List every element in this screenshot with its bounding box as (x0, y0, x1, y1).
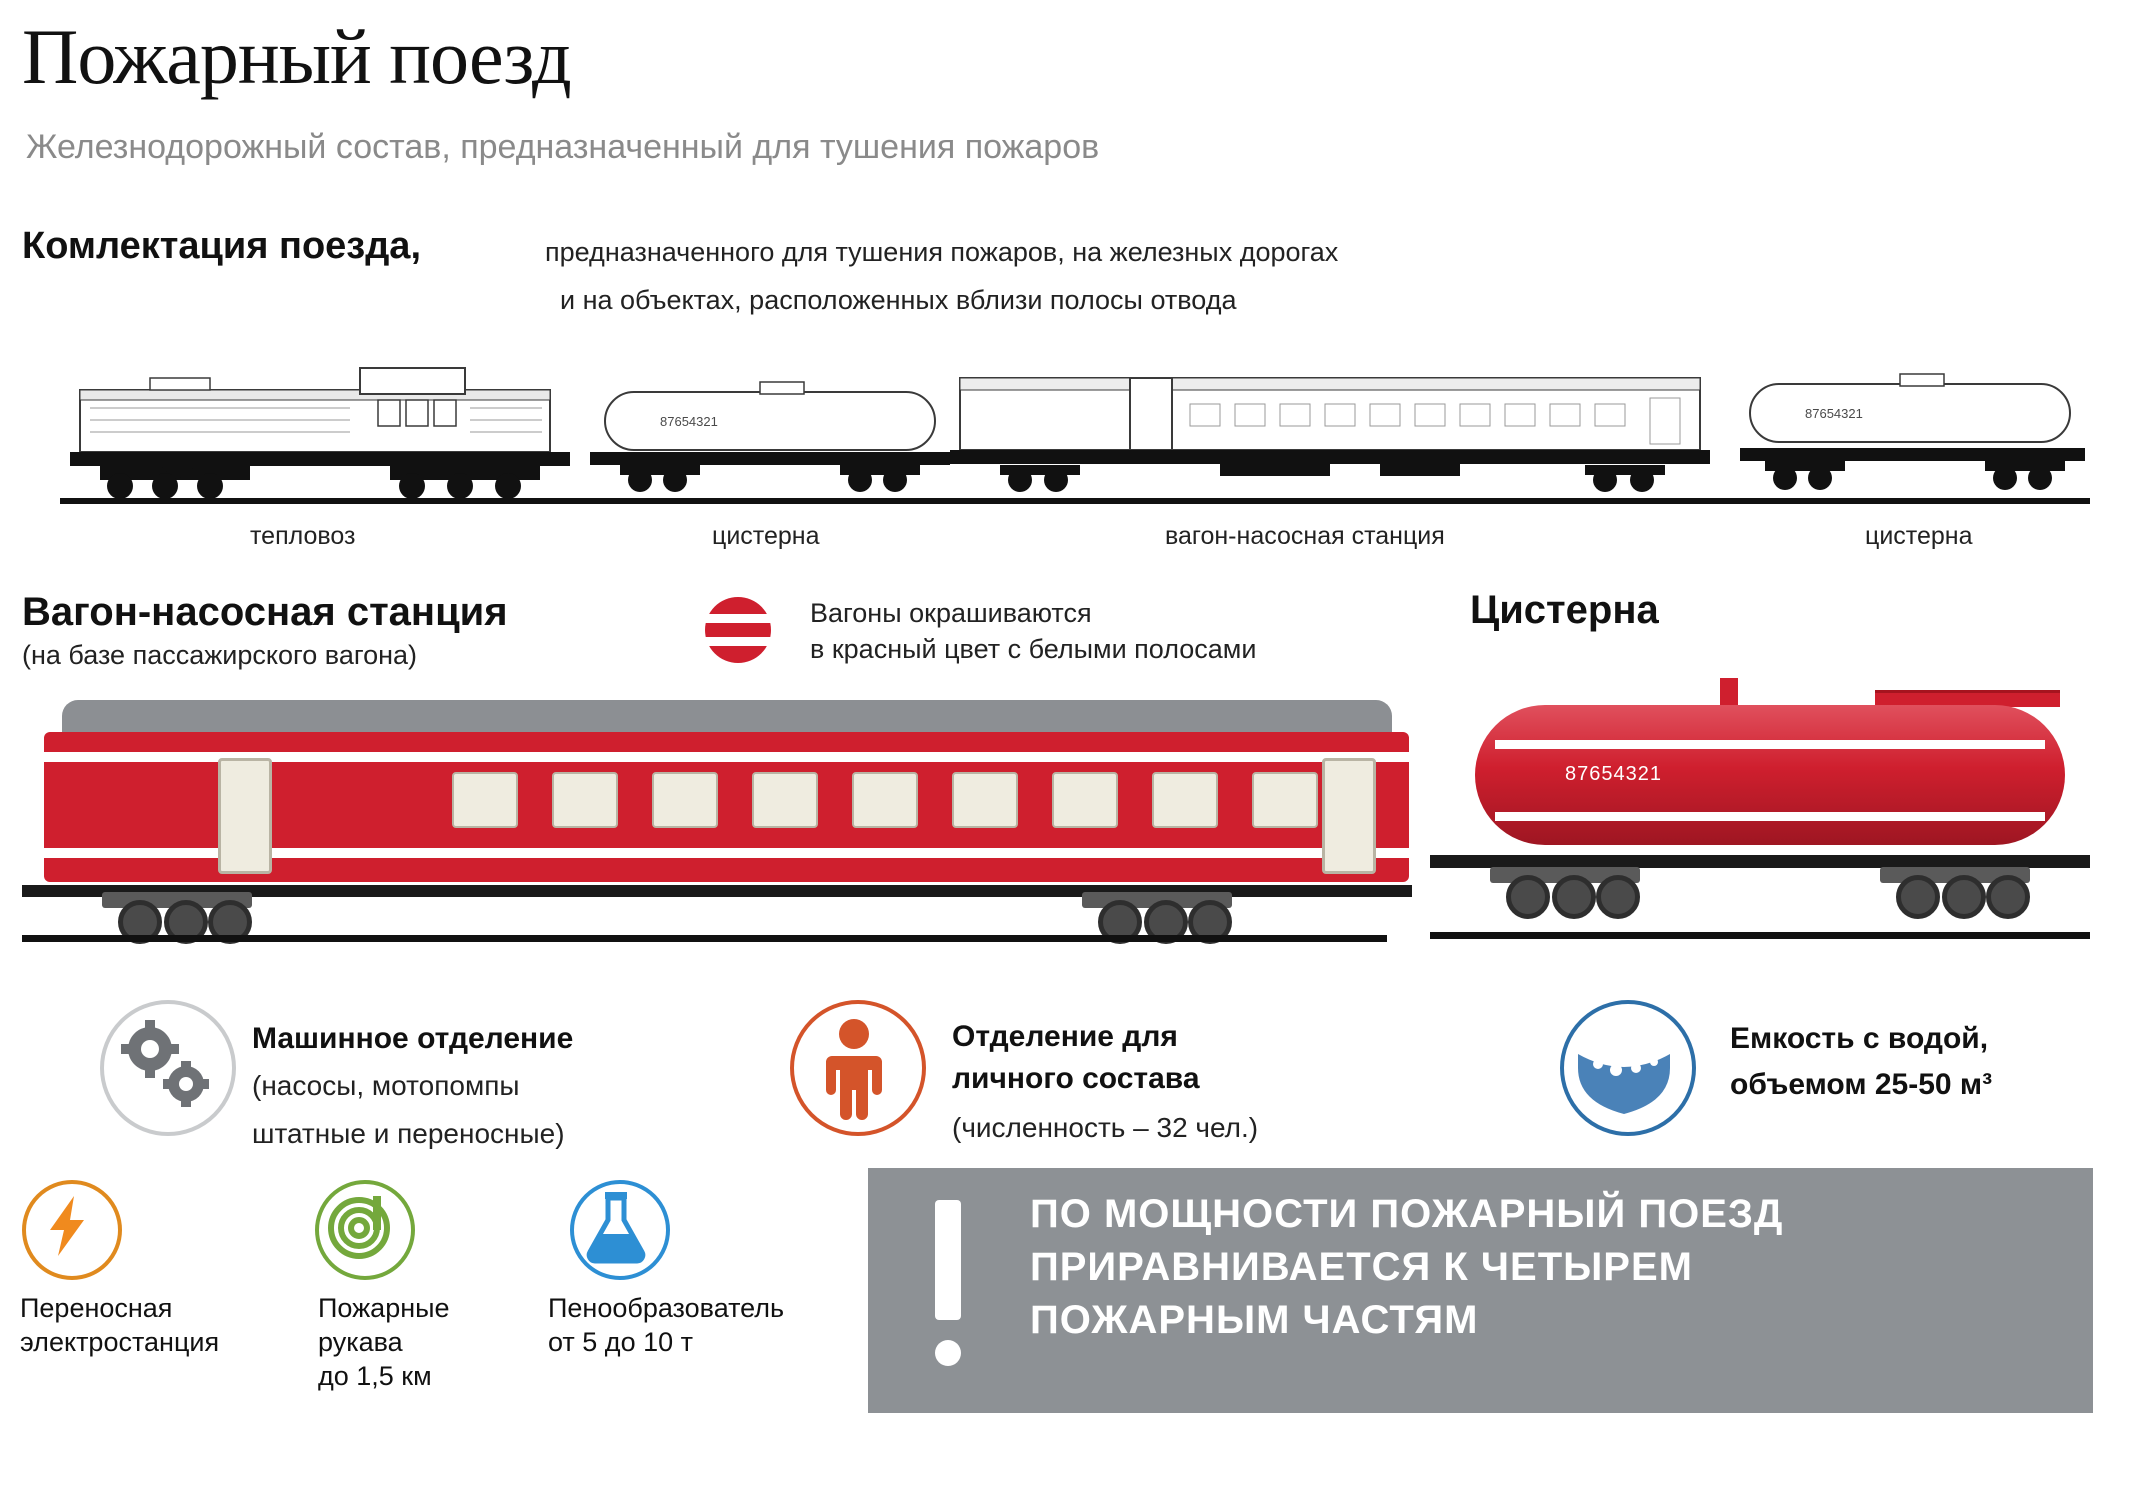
equipment-2-line3: до 1,5 км (318, 1360, 432, 1391)
equipment-1-label (20, 1292, 219, 1360)
paint-note-line2: в красный цвет с белыми полосами (810, 634, 1257, 665)
tank-number: 87654321 (1565, 763, 1662, 785)
train-schematic (60, 348, 2090, 498)
wagon-window (1252, 772, 1318, 828)
equipment-2-label (318, 1292, 450, 1393)
equipment-2-line2: рукава (318, 1326, 403, 1357)
car-caption-tank-1: цистерна (712, 522, 820, 550)
equipment-3-line1: Пенообразователь (548, 1293, 785, 1323)
track-rail (60, 498, 2090, 504)
lightning-bolt-icon (22, 1180, 122, 1280)
train-svg (60, 348, 2090, 503)
equipment-1-line1: Переносная (20, 1293, 173, 1323)
tank-ground-line (1430, 932, 2090, 939)
red-white-stripes-badge-icon (705, 597, 771, 663)
wagon-roof (62, 700, 1392, 734)
wagon-window (952, 772, 1018, 828)
exclamation-dot-icon (935, 1340, 961, 1366)
pump-car-heading: Вагон-насосная станция (22, 590, 508, 634)
feature-2-line1: (численность – 32 чел.) (952, 1112, 1259, 1143)
svg-text:87654321: 87654321 (1805, 406, 1863, 421)
pump-car-subheading: (на базе пассажирского вагона) (22, 640, 418, 670)
feature-1-line2: штатные и переносные) (252, 1118, 565, 1149)
tank-car-illustration (1420, 660, 2100, 950)
wagon-ground-line (22, 935, 1387, 942)
locomotive-drawing (70, 368, 570, 499)
banner-line3: ПОЖАРНЫМ ЧАСТЯМ (1030, 1297, 1479, 1342)
tank-bogie-right (1880, 865, 2030, 913)
composition-lead-line2: и на объектах, расположенных вблизи полосы отвода (560, 285, 1237, 315)
car-caption-locomotive: тепловоз (250, 522, 356, 550)
feature-3-title-line2: объемом 25-50 м³ (1730, 1068, 1993, 1101)
equipment-1-line2: электростанция (20, 1326, 220, 1357)
wagon-window (452, 772, 518, 828)
wagon-window (1052, 772, 1118, 828)
feature-1-title: Машинное отделение (252, 1022, 574, 1055)
composition-heading: Комлектация поезда, (22, 225, 421, 267)
feature-3-title-line1: Емкость с водой, (1730, 1022, 1989, 1055)
banner-line2: ПРИРАВНИВАЕТСЯ К ЧЕТЫРЕМ (1030, 1244, 1693, 1289)
gears-icon (100, 1000, 236, 1136)
wagon-window (552, 772, 618, 828)
tank-white-stripe-top (1495, 740, 2045, 749)
paint-note (810, 595, 1256, 668)
wagon-bogie-right (1082, 890, 1232, 938)
page-subtitle: Железнодорожный состав, предназначенный для тушения пожаров (26, 128, 1100, 166)
tank-car-drawing-2 (1740, 374, 2085, 490)
composition-lead-line1: предназначенного для тушения пожаров, на железных дорогах (545, 237, 1339, 267)
tank-car-heading: Цистерна (1470, 588, 1659, 632)
feature-2-title-line1: Отделение для (952, 1020, 1178, 1053)
fire-hose-coil-icon (315, 1180, 415, 1280)
flask-icon (570, 1180, 670, 1280)
tank-car-drawing-1 (590, 382, 950, 492)
wagon-window (752, 772, 818, 828)
equipment-3-label (548, 1292, 784, 1360)
page-title: Пожарный поезд (22, 13, 571, 100)
car-caption-tank-2: цистерна (1865, 522, 1973, 550)
equipment-2-line1: Пожарные (318, 1293, 450, 1323)
wagon-window (1152, 772, 1218, 828)
car-caption-pump-station: вагон-насосная станция (1165, 522, 1445, 550)
wagon-window (852, 772, 918, 828)
equipment-3-line2: от 5 до 10 т (548, 1326, 693, 1357)
person-icon (790, 1000, 926, 1136)
tank-bogie-left (1490, 865, 1640, 913)
tank-white-stripe-bottom (1495, 812, 2045, 821)
paint-note-line1: Вагоны окрашиваются (810, 598, 1092, 628)
pump-station-car-drawing (950, 378, 1710, 492)
feature-2-title-line2: личного состава (952, 1062, 1200, 1095)
pump-car-illustration (22, 700, 1402, 930)
svg-text:87654321: 87654321 (660, 414, 718, 429)
water-tank-icon (1560, 1000, 1696, 1136)
feature-1-line1: (насосы, мотопомпы (252, 1070, 520, 1101)
banner-line1: ПО МОЩНОСТИ ПОЖАРНЫЙ ПОЕЗД (1030, 1192, 1784, 1236)
banner-text (1030, 1188, 2080, 1346)
tank-body (1475, 705, 2065, 845)
wagon-door-left (218, 758, 272, 874)
exclamation-mark-icon (935, 1200, 961, 1320)
wagon-door-right (1322, 758, 1376, 874)
wagon-window (652, 772, 718, 828)
wagon-bogie-left (102, 890, 252, 938)
